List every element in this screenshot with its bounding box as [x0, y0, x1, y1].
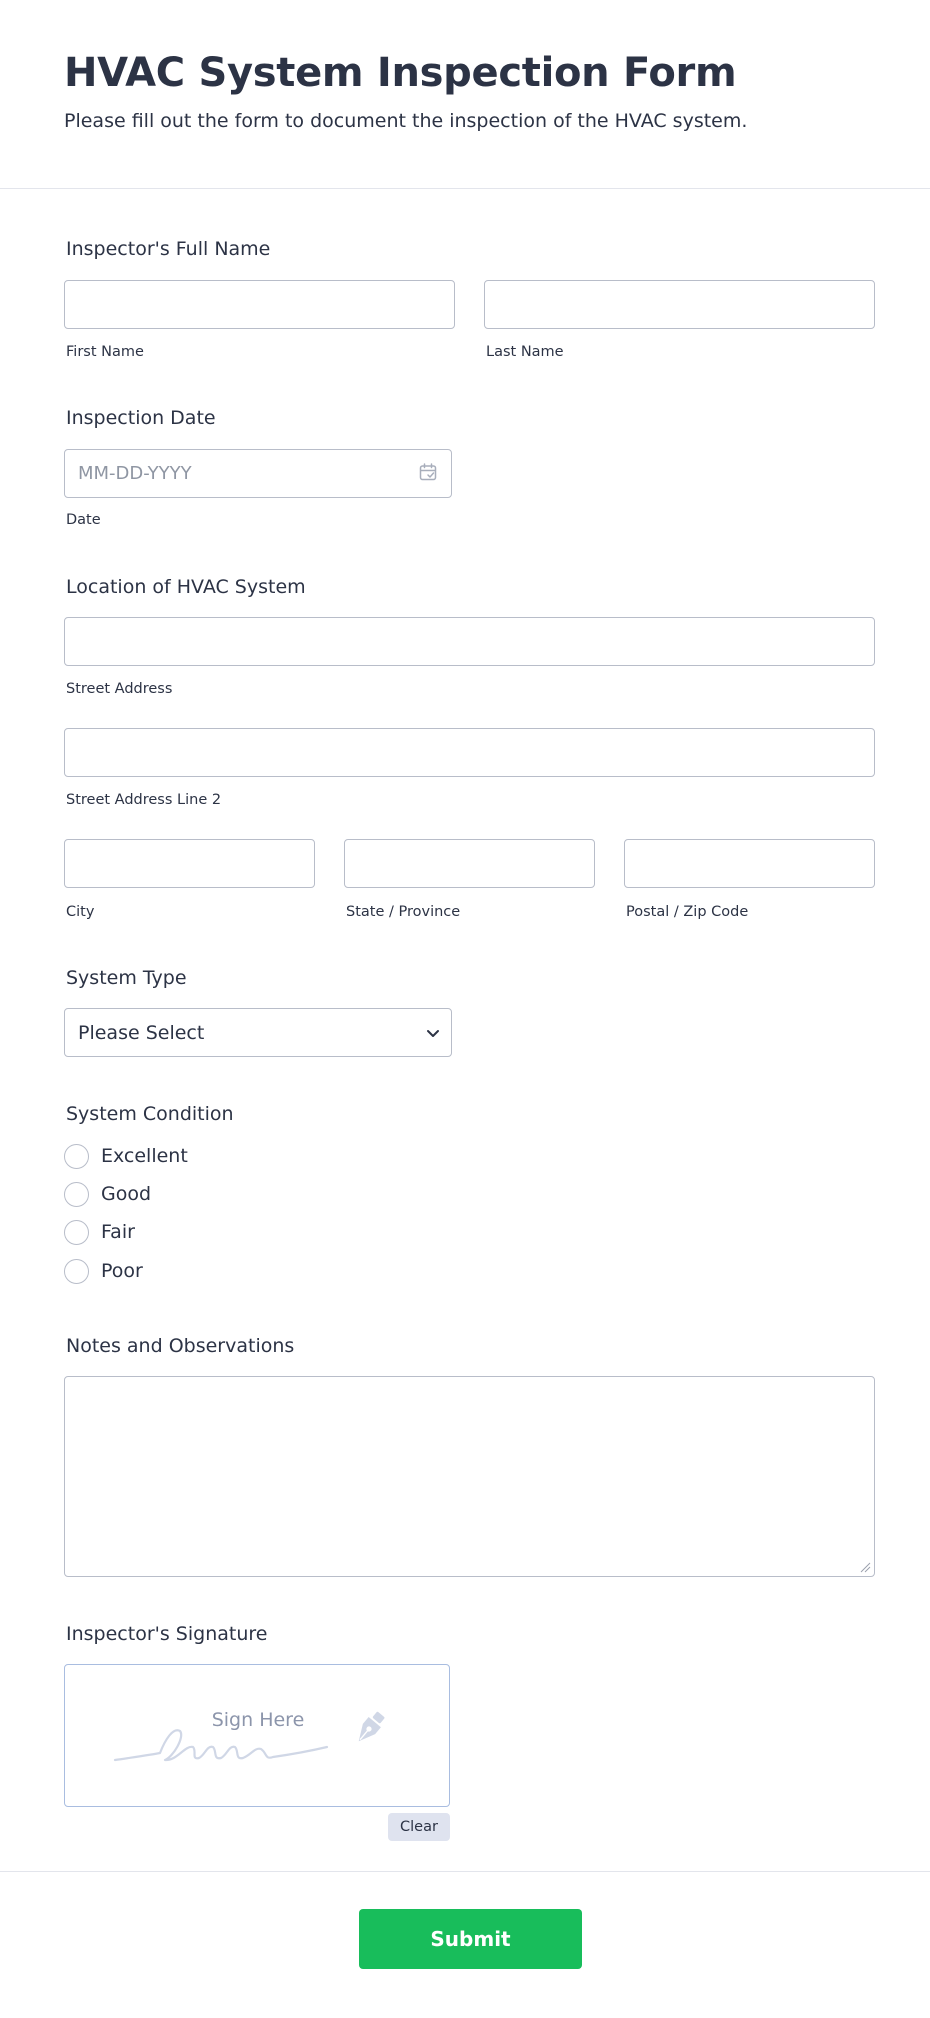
state-province-input[interactable] [344, 839, 595, 888]
date-input[interactable] [64, 449, 452, 498]
street-address-line2-sublabel: Street Address Line 2 [66, 792, 222, 808]
system-type-select[interactable] [64, 1008, 452, 1057]
submit-button[interactable]: Submit [359, 1909, 582, 1969]
city-sublabel: City [66, 904, 95, 920]
postal-code-sublabel: Postal / Zip Code [626, 904, 749, 920]
radio-button[interactable] [64, 1182, 89, 1207]
radio-button[interactable] [64, 1259, 89, 1284]
radio-label: Good [101, 1183, 152, 1205]
inspection-date-label: Inspection Date [66, 407, 216, 429]
signature-label: Inspector's Signature [66, 1623, 268, 1645]
radio-label: Fair [101, 1221, 135, 1243]
chevron-down-icon [425, 1025, 441, 1041]
clear-signature-button[interactable]: Clear [388, 1813, 450, 1841]
signature-squiggle-icon [65, 1665, 451, 1808]
location-label: Location of HVAC System [66, 576, 306, 598]
system-condition-label: System Condition [66, 1103, 234, 1125]
notes-label: Notes and Observations [66, 1335, 295, 1357]
radio-label: Excellent [101, 1145, 188, 1167]
radio-label: Poor [101, 1260, 143, 1282]
pen-nib-icon [347, 1707, 391, 1751]
resize-grip-icon[interactable] [859, 1561, 871, 1573]
last-name-input[interactable] [484, 280, 875, 329]
sign-here-placeholder: Sign Here [211, 1709, 305, 1731]
date-sublabel: Date [66, 512, 101, 528]
postal-code-input[interactable] [624, 839, 875, 888]
last-name-sublabel: Last Name [486, 344, 564, 360]
form-header [0, 0, 930, 189]
street-address-sublabel: Street Address [66, 681, 173, 697]
page-title: HVAC System Inspection Form [64, 50, 737, 96]
signature-pad[interactable] [64, 1664, 450, 1807]
radio-button[interactable] [64, 1220, 89, 1245]
page-subtitle: Please fill out the form to document the inspection of the HVAC system. [64, 110, 748, 132]
city-input[interactable] [64, 839, 315, 888]
street-address-input[interactable] [64, 617, 875, 666]
state-province-sublabel: State / Province [346, 904, 461, 920]
footer-divider [0, 1871, 930, 1872]
first-name-sublabel: First Name [66, 344, 144, 360]
notes-textarea[interactable] [64, 1376, 875, 1577]
calendar-icon[interactable] [418, 462, 438, 482]
system-type-label: System Type [66, 967, 187, 989]
system-type-selected-value: Please Select [78, 1022, 205, 1044]
street-address-line2-input[interactable] [64, 728, 875, 777]
radio-button[interactable] [64, 1144, 89, 1169]
first-name-input[interactable] [64, 280, 455, 329]
inspector-name-label: Inspector's Full Name [66, 238, 271, 260]
